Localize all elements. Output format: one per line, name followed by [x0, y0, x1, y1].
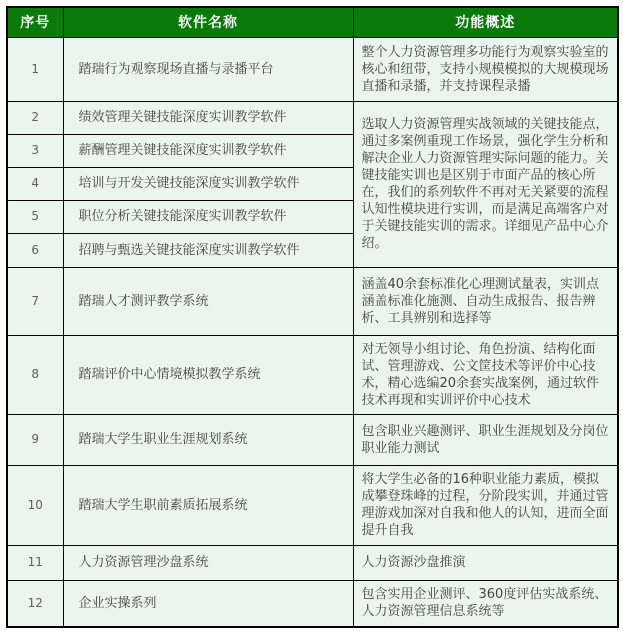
row-number-cell: 12 — [7, 580, 63, 627]
software-name-cell: 踏瑞评价中心情境模拟教学系统 — [63, 335, 353, 414]
software-table — [6, 6, 619, 628]
table-row — [7, 580, 618, 627]
row-number-cell: 8 — [7, 335, 63, 414]
row-number-cell: 2 — [7, 101, 63, 134]
software-name-cell: 绩效管理关键技能深度实训教学软件 — [63, 101, 353, 134]
row-number-cell: 4 — [7, 167, 63, 200]
function-desc-cell: 人力资源沙盘推演 — [353, 545, 618, 580]
function-desc-cell: 选取人力资源管理实战领域的关键技能点，通过多案例重现工作场景，强化学生分析和解决企业人力资源管理实际问题的能力。关键技能实训也是区别于市面产品的核心所在，我们的系列软件不再对无关紧要的流程认知性模块进行实训，而是满足高端客户对于关键技能实训的需求。详细见产品中心介绍。 — [353, 101, 618, 267]
software-name-cell: 薪酬管理关键技能深度实训教学软件 — [63, 134, 353, 167]
function-desc-cell: 包含实用企业测评、360度评估实战系统、人力资源管理信息系统等 — [353, 580, 618, 627]
header-col-name: 软件名称 — [63, 7, 353, 37]
table-row — [7, 37, 618, 101]
row-number-cell: 6 — [7, 233, 63, 267]
header-row — [7, 7, 618, 37]
function-desc-cell: 涵盖40余套标准化心理测试量表，实训点涵盖标准化施测、自动生成报告、报告辨析、工具辨别和选择等 — [353, 267, 618, 335]
header-col-no: 序号 — [7, 7, 63, 37]
function-desc-cell: 将大学生必备的16种职业能力素质，模拟成攀登珠峰的过程，分阶段实训，并通过管理游戏加深对自我和他人的认知，进而全面提升自我 — [353, 465, 618, 545]
table-row — [7, 414, 618, 465]
table-body — [7, 37, 618, 627]
table-row — [7, 267, 618, 335]
software-name-cell: 人力资源管理沙盘系统 — [63, 545, 353, 580]
row-number-cell: 1 — [7, 37, 63, 101]
row-number-cell: 3 — [7, 134, 63, 167]
row-number-cell: 11 — [7, 545, 63, 580]
table-header — [7, 7, 618, 37]
software-name-cell: 职位分析关键技能深度实训教学软件 — [63, 200, 353, 233]
row-number-cell: 5 — [7, 200, 63, 233]
row-number-cell: 9 — [7, 414, 63, 465]
software-name-cell: 培训与开发关键技能深度实训教学软件 — [63, 167, 353, 200]
table-row — [7, 465, 618, 545]
software-name-cell: 踏瑞行为观察现场直播与录播平台 — [63, 37, 353, 101]
header-col-desc: 功能概述 — [353, 7, 618, 37]
row-number-cell: 7 — [7, 267, 63, 335]
table-row — [7, 545, 618, 580]
software-name-cell: 踏瑞人才测评教学系统 — [63, 267, 353, 335]
row-number-cell: 10 — [7, 465, 63, 545]
software-name-cell: 踏瑞大学生职前素质拓展系统 — [63, 465, 353, 545]
function-desc-cell: 对无领导小组讨论、角色扮演、结构化面试、管理游戏、公文筐技术等评价中心技术，精心选编20余套实战案例，通过软件技术再现和实训评价中心技术 — [353, 335, 618, 414]
function-desc-cell: 整个人力资源管理多功能行为观察实验室的核心和纽带，支持小规模模拟的大规模现场直播和录播，并支持课程录播 — [353, 37, 618, 101]
software-name-cell: 踏瑞大学生职业生涯规划系统 — [63, 414, 353, 465]
software-name-cell: 企业实操系列 — [63, 580, 353, 627]
table-row — [7, 335, 618, 414]
table-row — [7, 101, 618, 134]
function-desc-cell: 包含职业兴趣测评、职业生涯规划及分岗位职业能力测试 — [353, 414, 618, 465]
software-name-cell: 招聘与甄选关键技能深度实训教学软件 — [63, 233, 353, 267]
